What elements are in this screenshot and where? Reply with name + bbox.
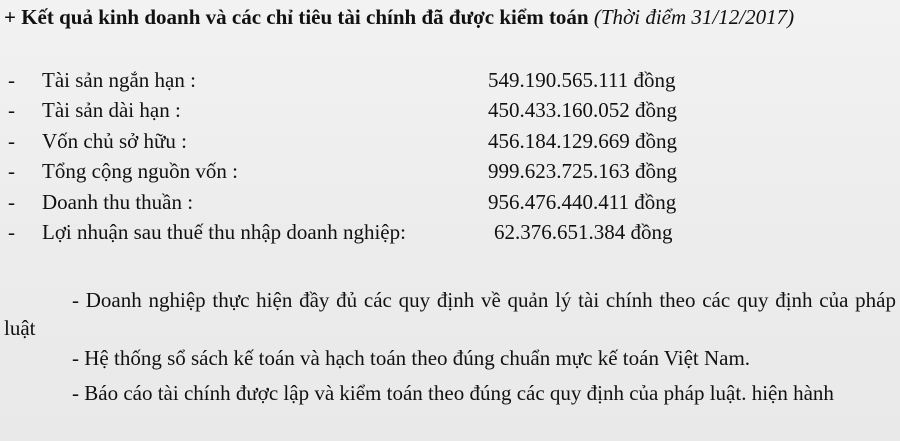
paragraph-text: - Báo cáo tài chính được lập và kiểm toán theo đúng các quy định của pháp luật. hiện hành: [72, 381, 834, 405]
indicator-value: 549.190.565.111 đồng: [488, 68, 676, 92]
indicator-label: Lợi nhuận sau thuế thu nhập doanh nghiệp:: [42, 219, 406, 244]
indicator-label: Tài sản ngắn hạn :: [42, 68, 196, 92]
financial-row-net-revenue: [0, 187, 900, 217]
bullet-dash: -: [8, 189, 15, 214]
bullet-dash: -: [8, 159, 15, 184]
financial-row-short-term-assets: [0, 65, 900, 95]
compliance-paragraph-financial-statements: [4, 379, 896, 407]
paragraph-text: - Doanh nghiệp thực hiện đầy đủ các quy định về quản lý tài chính theo các quy định của pháp luật: [4, 288, 896, 340]
section-heading-title: + Kết quả kinh doanh và các chỉ tiêu tài chính đã được kiểm toán: [4, 5, 589, 29]
section-heading: [4, 4, 896, 31]
compliance-paragraph-accounting-standards: - Hệ thống sổ sách kế toán và hạch toán theo đúng chuẩn mực kế toán Việt Nam.: [72, 346, 751, 370]
indicator-label: Tài sản dài hạn :: [42, 98, 181, 123]
financial-row-owner-equity: [0, 126, 900, 156]
bullet-dash: -: [8, 68, 15, 92]
financial-indicators-list: [0, 65, 900, 247]
indicator-value: 450.433.160.052 đồng: [488, 98, 677, 123]
bullet-dash: -: [8, 128, 15, 153]
bullet-dash: -: [8, 219, 15, 244]
financial-row-profit-after-tax: [0, 217, 900, 247]
indicator-value: 999.623.725.163 đồng: [488, 159, 677, 184]
section-heading-date-note: (Thời điểm 31/12/2017): [593, 5, 795, 29]
bullet-dash: -: [8, 98, 15, 123]
indicator-label: Tổng cộng nguồn vốn :: [42, 159, 238, 184]
indicator-label: Vốn chủ sở hữu :: [42, 128, 187, 153]
indicator-value: 956.476.440.411 đồng: [488, 189, 677, 214]
indicator-value: 456.184.129.669 đồng: [488, 128, 677, 153]
financial-row-total-capital: [0, 156, 900, 186]
indicator-value: 62.376.651.384 đồng: [494, 219, 673, 244]
indicator-label: Doanh thu thuần :: [42, 189, 194, 214]
financial-row-long-term-assets: [0, 95, 900, 125]
compliance-paragraph-finance-rules: [4, 286, 896, 342]
